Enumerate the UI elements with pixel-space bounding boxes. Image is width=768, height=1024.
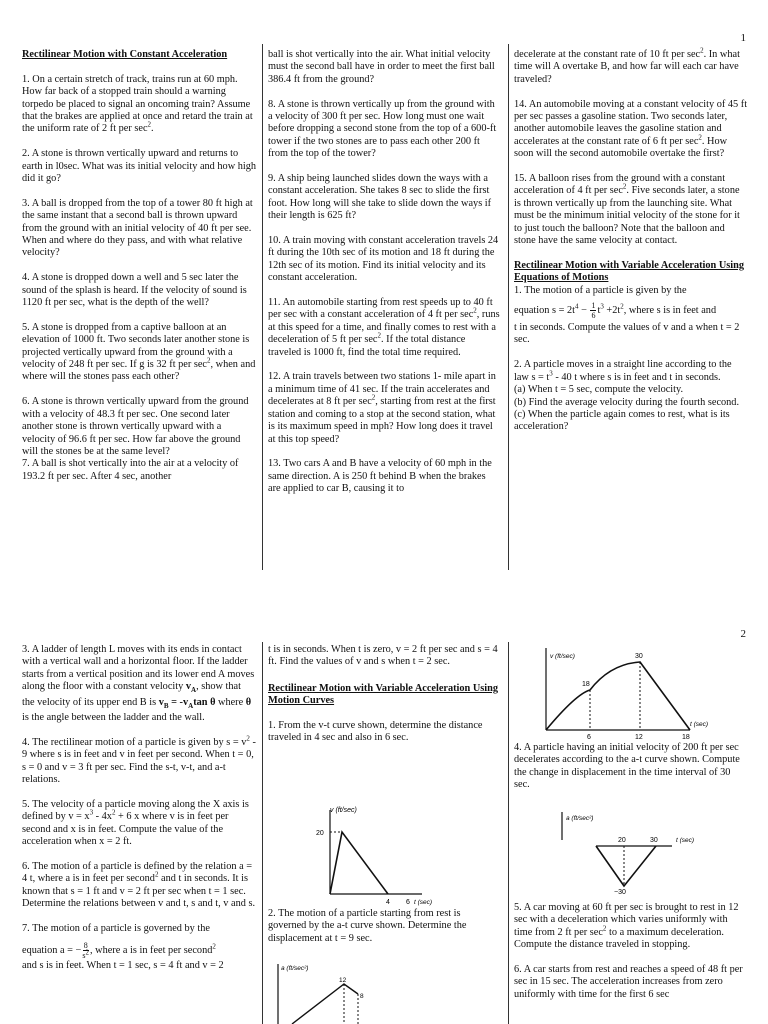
variable-problem-1-intro: 1. The motion of a particle is given by the (514, 284, 687, 296)
column-1 (22, 49, 256, 483)
x-tick-18: 18 (682, 734, 690, 740)
problem-9: 9. A ship being launched slides down the ways with a constant acceleration. She takes 8 sec to slide the first foot. How long will she take to slide down the ways if their length is 625 ft? (268, 173, 492, 222)
column-2 (268, 49, 500, 496)
vt-curve-figure (300, 802, 480, 910)
column-2 (268, 644, 500, 757)
x-tick-4: 4 (386, 899, 390, 906)
problem-4: 4. The rectilinear motion of a particle is given by $s = v^2 - 9$ where s is in feet and v in feet per second. When t = 0, s = 0 and v = 3 ft per sec. Find the s-t, v-t, and a-t relations. (22, 734, 256, 786)
at-curve-figure (272, 962, 392, 1024)
column-divider (262, 642, 263, 1024)
section-heading: Rectilinear Motion with Constant Acceleration (22, 49, 228, 60)
variable-problem-2c: (c) When the particle again comes to rest, what is its acceleration? (514, 408, 730, 433)
column-1 (22, 644, 256, 973)
variable-problem-2a: (a) When t = 5 sec, compute the velocity. (514, 384, 684, 396)
column-divider (508, 44, 509, 570)
variable-problem-2: 2. A particle moves in a straight line according to the law $s = t^3 - 40$ t where s is in feet and t in seconds. (514, 359, 732, 383)
page-number: 1 (740, 32, 746, 44)
column-3-lower (514, 902, 748, 1001)
peak-value: 20 (316, 830, 324, 837)
motion-problem-5: 5. A car moving at 60 ft per sec is brought to rest in 12 sec with a deceleration which varies uniformly with time from 2 ft per $\sec^2$ to a maximum deceleration. Compute the distance traveled in stopping. (514, 902, 739, 951)
x-tick-30: 30 (650, 837, 658, 844)
y-axis-label: v (ft/sec) (550, 653, 575, 660)
problem-12: 12. A train travels between two stations 1- mile apart in a minimum time of 41 sec. If the train accelerates and decelerates at 8 ft per $\sec^2$, starting from rest at the first station and coming to a stop at the second station, what is its maximum speed in mph? How long does it travel at this top speed? (268, 371, 496, 445)
x-tick-12: 12 (635, 734, 643, 740)
variable-problem-1-question: t in seconds. Compute the values of v and a when t = 2 sec. (514, 322, 740, 346)
problem-11: 11. An automobile starting from rest speeds up to 40 ft per sec with a constant acceleration of 4 ft per $\sec^2$, runs at this speed for a time, and finally comes to rest with a deceleration of 5 ft per $\sec^2$. If the total distance traveled is 1000 ft, find the total time required. (268, 297, 500, 358)
column-divider (508, 642, 509, 1024)
x-axis-label: t (sec) (414, 899, 433, 906)
velocity-curve (546, 662, 690, 730)
value-12: 12 (339, 977, 347, 984)
problem-13-continued: decelerate at the constant rate of 10 ft per $\sec^2$. In what time will A overtake B, and how far will each car have traveled? (514, 46, 740, 85)
problem-6: 6. The motion of a particle is defined by the relation a = 4 t, where a is in feet per second$^2$ and t in seconds. It is known that s = 1 ft and v = 2 ft per sec when t = 1 sec. Determine the relations between v and t, s and t, v and s. (22, 860, 256, 910)
problem-14: 14. An automobile moving at a constant velocity of 45 ft per sec passes a gasoline station. Two seconds later, another automobile leaves the gasoline station and accelerates at the constant rate of 6 ft per $\sec^2$. How soon will the second automobile overtake the first? (514, 98, 748, 160)
y-axis-label: a (ft/sec²) (566, 815, 594, 822)
problem-7-continued: t is in seconds. When t is zero, v = 2 ft per sec and s = 4 ft. Find the values of v and s when t = 2 sec. (268, 644, 498, 668)
x-axis-label: t (sec) (690, 721, 709, 728)
problem-2: 2. A stone is thrown vertically upward and returns to earth in l0sec. What was its initial velocity and how high did it go? (22, 148, 257, 185)
problem-3: 3. A ball is dropped from the top of a tower 80 ft high at the same instant that a second ball is thrown upward from the ground with an initial velocity of 40 ft per see. When and where do they pass, and with what relative velocity? (22, 197, 253, 259)
column-3 (514, 46, 748, 434)
x-tick-6: 6 (406, 899, 410, 906)
problem-7-equation: equation a = − $\frac{8}{s^2}$ , where a is in feet per second$^2$ (22, 941, 216, 961)
problem-4: 4. A stone is dropped down a well and 5 sec later the sound of the splash is heard. If the velocity of sound is 1120 ft per sec, what is the depth of the well? (22, 272, 247, 309)
problem-15: 15. A balloon rises from the ground with a constant acceleration of 4 ft per $\sec^2$. Five seconds later, a stone is thrown vertically up from the launching site. What must be the minimum initial velocity of the stone for it to just touch the balloon? Note that the balloon and stone have the same velocity at contact. (514, 173, 740, 247)
problem-7: 7. A ball is shot vertically into the air at a velocity of 193.2 ft per sec. After 4 sec, another (22, 458, 239, 482)
problem-7-intro: 7. The motion of a particle is governed by the (22, 922, 210, 934)
problem-1: 1. On a certain stretch of track, trains run at 60 mph. How far back of a stopped train should a warning torpedo be placed to signal an oncoming train? Assume that the brakes are applied at once and retard the train at the uniform rate of 2 ft per $\sec^2$. (22, 73, 253, 135)
value-minus-30: −30 (614, 889, 626, 894)
acceleration-curve (596, 846, 656, 886)
column-2-lower (268, 908, 500, 958)
velocity-curve (330, 832, 388, 894)
page-2 (0, 624, 768, 1024)
problem-7-text: and s is in feet. When t = 1 sec, s = 4 ft and v = 2 (22, 960, 224, 972)
motion-problem-4: 4. A particle having an initial velocity of 200 ft per sec decelerates according to the a-t curve shown. Compute the change in displacement in the time interval of 30 sec. (514, 742, 740, 791)
problem-7-continued: ball is shot vertically into the air. What initial velocity must the second ball have in order to meet the first ball 386.4 ft from the ground? (268, 49, 495, 85)
vt-curve-figure-2 (540, 644, 730, 740)
page-gap (0, 580, 768, 624)
column-3-upper (514, 742, 748, 804)
variable-problem-2b: (b) Find the average velocity during the fourth second. (514, 396, 740, 408)
problem-10: 10. A train moving with constant acceleration travels 24 ft during the 10th sec of its motion and 18 ft during the 12th sec of its motion. Find its initial velocity and its constant acceleration. (268, 235, 499, 284)
problem-8: 8. A stone is thrown vertically up from the ground with a velocity of 300 ft per sec. How long must one wait before dropping a second stone from the top of a 600-ft tower if the two stones are to pass each other 200 ft from the top of the tower? (268, 98, 497, 160)
value-8: 8 (360, 993, 364, 1000)
problem-5: 5. The velocity of a particle moving along the X axis is defined by $v = x^3 - 4x^2 + 6$ x where v is in feet per second and x is in feet. Compute the value of the acceleration when x = 2 ft. (22, 798, 249, 848)
problem-3: 3. A ladder of length L moves with its ends in contact with a vertical wall and a horizontal floor. If the ladder starts from a vertical position and its lower end A moves along the floor with a constant velocity $v_A$, show that the velocity of its upper end B is $v_B = -v_A\tan$ θ where θ is the angle between the ladder and the wall. (22, 644, 255, 724)
section-heading: Rectilinear Motion with Variable Acceleration Using Equations of Motions (514, 259, 745, 284)
acceleration-curve (292, 984, 358, 1024)
motion-problem-1: 1. From the v-t curve shown, determine the distance traveled in 4 sec and also in 6 sec. (268, 720, 483, 744)
y-axis-label: v (ft/sec) (330, 807, 357, 814)
page-number: 2 (740, 628, 746, 640)
motion-problem-6: 6. A car starts from rest and reaches a speed of 48 ft per sec in 15 sec. The acceleration increases from zero uniformly with time for the first 6 sec (514, 964, 743, 1000)
x-axis-label: t (sec) (676, 837, 695, 844)
y-axis-label: a (ft/sec²) (281, 965, 309, 972)
value-18: 18 (582, 681, 590, 688)
column-divider (262, 44, 263, 570)
x-tick-6: 6 (587, 734, 591, 740)
variable-problem-1-equation: equation $s = 2t^4$ − $\frac{1}{6}$ $t^3 +2t^2$, where s is in feet and (514, 301, 717, 321)
problem-5: 5. A stone is dropped from a captive balloon at an elevation of 1000 ft. Two seconds later another stone is projected vertically upward from the ground with a velocity of 248 ft per sec. If g is 32 ft per $\sec^2$, when and where will the stones pass each other? (22, 321, 256, 383)
x-tick-20: 20 (618, 837, 626, 844)
section-heading: Rectilinear Motion with Variable Acceleration Using Motion Curves (268, 682, 499, 707)
motion-problem-2: 2. The motion of a particle starting from rest is governed by the a-t curve shown. Determine the displacement at t = 9 sec. (268, 908, 467, 944)
problem-6: 6. A stone is thrown vertically upward from the ground with a velocity of 48.3 ft per sec. One second later another stone is thrown vertically upward with a velocity of 96.6 ft per sec. How far above the ground will the stones be at the same level? (22, 396, 249, 457)
problem-13: 13. Two cars A and B have a velocity of 60 mph in the same direction. A is 250 ft behind B when the brakes are applied to car B, causing it to (268, 458, 492, 495)
at-curve-figure-2 (556, 810, 726, 894)
value-30: 30 (635, 653, 643, 660)
